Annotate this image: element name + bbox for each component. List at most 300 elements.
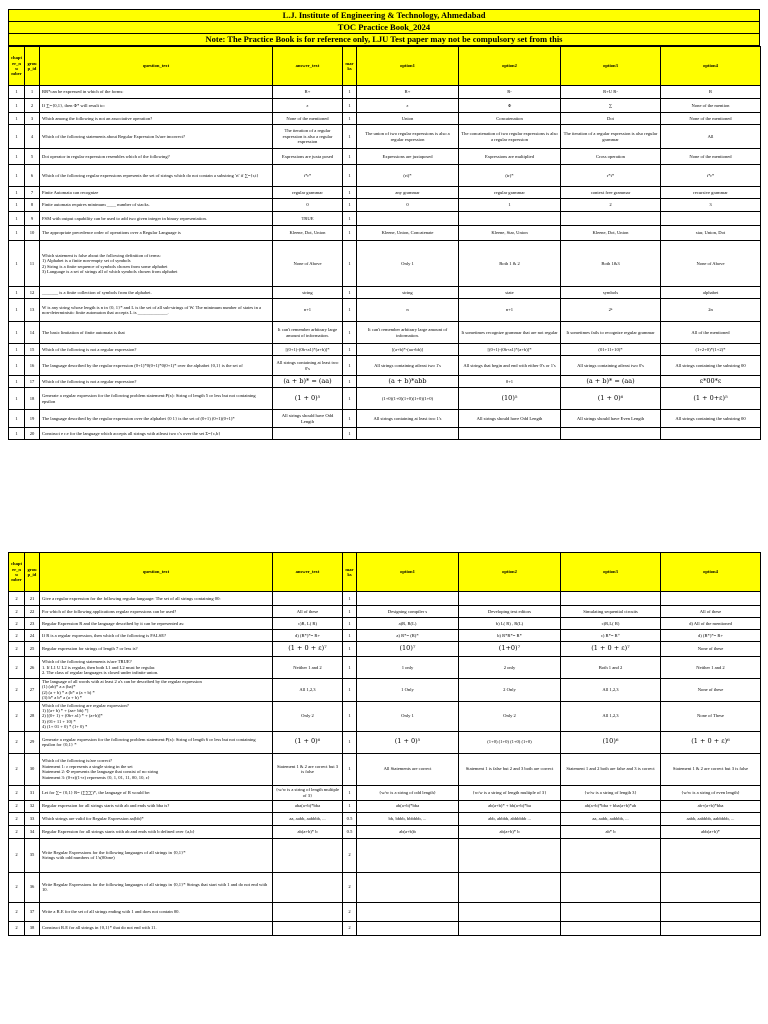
option3-cell: ab* b [561, 825, 661, 838]
question-cell: Write a R.E for the set of all strings ending with 1 and does not contain 00. [40, 902, 273, 921]
option4-cell: d) (R*)*= R+ [661, 630, 761, 642]
option3-cell [561, 592, 661, 606]
table-row [9, 149, 761, 165]
option3-cell: All 1,2,3 [561, 679, 661, 702]
column-header: option4 [661, 47, 761, 86]
option4-cell: {w/w is a string of even length} [661, 785, 761, 800]
marks-cell: 1 [343, 679, 357, 702]
answer-cell: TRUE [273, 212, 343, 226]
option1-cell: bb, bbbb, bbbbbb, ... [357, 812, 459, 825]
marks-cell: 1 [343, 226, 357, 241]
column-header: chapt er_nu mber [9, 47, 25, 86]
group-id-cell: 28 [25, 701, 40, 731]
answer-cell: All 1,2,3 [273, 679, 343, 702]
table-row [9, 630, 761, 642]
group-id-cell: 5 [25, 149, 40, 165]
table-row [9, 812, 761, 825]
answer-cell: t*r* [273, 165, 343, 187]
option1-cell: Only 1 [357, 701, 459, 731]
option1-cell: Kleene, Union, Concatenate [357, 226, 459, 241]
option2-cell: (1+0) (1+0) (1+0) (1+0) [459, 731, 561, 753]
question-cell: Finite Automata can recognize [40, 187, 273, 199]
group-id-cell: 21 [25, 592, 40, 606]
option3-cell: ∑ [561, 99, 661, 113]
option2-cell [459, 592, 561, 606]
table-row [9, 606, 761, 618]
chapter-cell: 1 [9, 113, 25, 125]
option1-cell [357, 838, 459, 872]
column-header: question_text [40, 553, 273, 592]
option3-cell: Both 1&3 [561, 241, 661, 287]
chapter-cell: 2 [9, 642, 25, 657]
group-id-cell: 38 [25, 921, 40, 935]
option2-cell [459, 428, 561, 440]
chapter-cell: 2 [9, 731, 25, 753]
marks-cell: 1 [343, 322, 357, 344]
option1-cell: a)R, R(L) [357, 618, 459, 630]
option2-cell [459, 212, 561, 226]
option1-cell: ab(a+b)*bba [357, 800, 459, 812]
option1-cell: n [357, 299, 459, 322]
option2-cell: abb, abbbb, abbbbbb ... [459, 812, 561, 825]
table-row [9, 99, 761, 113]
answer-cell: It can't remember arbitrary large amount of information. [273, 322, 343, 344]
option3-cell: c) R*= R⁺ [561, 630, 661, 642]
option2-cell: Kleene, Star, Union [459, 226, 561, 241]
table-row [9, 287, 761, 299]
option2-cell: The concatenation of two regular expressions is also a regular expression [459, 125, 561, 149]
option1-cell: any grammar [357, 187, 459, 199]
option2-cell: 0+1 [459, 376, 561, 388]
option1-cell: R+ [357, 86, 459, 99]
chapter-cell: 1 [9, 149, 25, 165]
option2-cell: All strings that begin and end with either 0's or 1's [459, 356, 561, 376]
option4-cell: 3 [661, 199, 761, 212]
option4-cell [661, 428, 761, 440]
option1-cell [357, 921, 459, 935]
chapter-cell: 2 [9, 921, 25, 935]
marks-cell: 1 [343, 428, 357, 440]
chapter-cell: 2 [9, 701, 25, 731]
column-header: answer_text [273, 47, 343, 86]
option4-cell: All strings containing the substring 00 [661, 410, 761, 428]
question-cell: The appropriate precedence order of operations over a Regular Language is [40, 226, 273, 241]
chapter-cell: 2 [9, 825, 25, 838]
table-header-row [9, 553, 761, 592]
question-cell: RR*can be expressed in which of the forms: [40, 86, 273, 99]
group-id-cell: 24 [25, 630, 40, 642]
group-id-cell: 25 [25, 642, 40, 657]
option1-cell: All strings containing atleast two 1's [357, 356, 459, 376]
chapter-cell: 2 [9, 618, 25, 630]
answer-cell: regular grammar [273, 187, 343, 199]
question-cell: Which of the following is/are correct? Statement 1: ε represents a single string in the set Statement 2: Φ represents the language that consist of no string Statement 3: (0+ε)(1+ε) represents {0, 1, 01, 11, 00, 10, ε} [40, 753, 273, 785]
answer-cell: n+1 [273, 299, 343, 322]
table-row [9, 657, 761, 679]
question-cell: W is any string whose length is n in {0, 1}* and L is the set of all sub-strings of W. The minimum number of states in a non-deterministic finite automaton that accepts L is _____________. [40, 299, 273, 322]
group-id-cell: 12 [25, 287, 40, 299]
option1-cell: a) R*= (R)* [357, 630, 459, 642]
answer-cell: The iteration of a regular expression is also a regular expression [273, 125, 343, 149]
option4-cell: recursive grammar [661, 187, 761, 199]
option2-cell [459, 872, 561, 902]
group-id-cell: 35 [25, 838, 40, 872]
option2-cell: Only 2 [459, 701, 561, 731]
institute-title: L.J. Institute of Engineering & Technology, Ahmedabad [8, 9, 760, 21]
chapter-cell: 1 [9, 212, 25, 226]
question-cell: Let for ∑= {0,1} R= (∑∑∑)*, the language of R would be: [40, 785, 273, 800]
option3-cell: All strings should have Even Length [561, 410, 661, 428]
option4-cell: Neither 1 and 2 [661, 657, 761, 679]
group-id-cell: 2 [25, 99, 40, 113]
option2-cell: 2 only [459, 657, 561, 679]
chapter-cell: 2 [9, 679, 25, 702]
practice-book-page-1 [8, 9, 760, 440]
table-row [9, 731, 761, 753]
group-id-cell: 22 [25, 606, 40, 618]
option3-cell: (01+11+10)* [561, 344, 661, 356]
question-cell: The language described by the regular expression over the alphabet {0 1} is the set of (0+1) (0+1)(0+1)* [40, 410, 273, 428]
marks-cell: 1 [343, 657, 357, 679]
answer-cell: All strings should have Odd Length [273, 410, 343, 428]
option4-cell [661, 212, 761, 226]
table-header-row [9, 47, 761, 86]
option1-cell: (a + b)*abb [357, 376, 459, 388]
question-cell: Which of the following statements is/are TRUE? 1. If L1 U L2 is regular, then both L1 and L2 must be regular. 2. The class of regular languages is closed under infinite union. [40, 657, 273, 679]
option2-cell: R- [459, 86, 561, 99]
option2-cell: ab(a+b)* b [459, 825, 561, 838]
group-id-cell: 11 [25, 241, 40, 287]
option1-cell: Designing compiler s [357, 606, 459, 618]
option3-cell: aa, aabb, aabbbb, ... [561, 812, 661, 825]
chapter-cell: 2 [9, 753, 25, 785]
answer-cell: (1 + 0)⁶ [273, 731, 343, 753]
chapter-cell: 1 [9, 86, 25, 99]
group-id-cell: 15 [25, 344, 40, 356]
option3-cell: Kleene, Dot, Union [561, 226, 661, 241]
option2-cell: regular grammar [459, 187, 561, 199]
chapter-cell: 2 [9, 872, 25, 902]
marks-cell: 1 [343, 86, 357, 99]
option2-cell: Statement 1 is false but 2 and 3 both are correct [459, 753, 561, 785]
option3-cell: (a + b)* = (aa) [561, 376, 661, 388]
option4-cell: All of these [661, 606, 761, 618]
option2-cell: {w/w is a string of length multiple of 3} [459, 785, 561, 800]
option2-cell [459, 838, 561, 872]
chapter-cell: 2 [9, 812, 25, 825]
question-cell: Construct e r.e for the language which accepts all strings with atleast two c's over the set Σ={c,b} [40, 428, 273, 440]
column-header: chapt er_nu mber [9, 553, 25, 592]
question-cell: Write Regular Expressions for the following languages of all strings in {0,1}* Strings with odd numbers of 1's(00one) [40, 838, 273, 872]
answer-cell: (a + b)* = (aa) [273, 376, 343, 388]
option3-cell: It sometimes fails to recognize regular grammar [561, 322, 661, 344]
group-id-cell: 31 [25, 785, 40, 800]
table-row [9, 241, 761, 287]
option4-cell: ε*00*ε [661, 376, 761, 388]
option2-cell: b) R*R*= R* [459, 630, 561, 642]
table-row [9, 642, 761, 657]
question-cell: Which of the following is not a regular expression? [40, 376, 273, 388]
option2-cell: n+1 [459, 299, 561, 322]
option1-cell: (rt)* [357, 165, 459, 187]
marks-cell: 2 [343, 838, 357, 872]
marks-cell: 1 [343, 618, 357, 630]
option4-cell: abb(a+b)* [661, 825, 761, 838]
column-header: answer_text [273, 553, 343, 592]
column-header: mar ks [343, 553, 357, 592]
option3-cell: R+U R- [561, 86, 661, 99]
option4-cell: All of the mentioned [661, 322, 761, 344]
table-row [9, 187, 761, 199]
option2-cell: It sometimes recognize grammar that are not regular [459, 322, 561, 344]
question-cell: Regular expression for strings of length 7 or less is? [40, 642, 273, 657]
option4-cell: None of Above [661, 241, 761, 287]
column-header: option2 [459, 553, 561, 592]
marks-cell: 1 [343, 199, 357, 212]
table-row [9, 785, 761, 800]
option1-cell [357, 212, 459, 226]
answer-cell: (1 + 0)⁵ [273, 388, 343, 410]
marks-cell: 1 [343, 753, 357, 785]
option3-cell [561, 872, 661, 902]
table-row [9, 592, 761, 606]
answer-cell [273, 592, 343, 606]
answer-cell: ab(a+b)* b [273, 825, 343, 838]
option2-cell: Φ [459, 99, 561, 113]
question-cell: Which of the following regular expressions represents the set of strings which do not contain a substring 'rt' if ∑={r,t} [40, 165, 273, 187]
table-row [9, 356, 761, 376]
column-header: option4 [661, 553, 761, 592]
answer-cell: Only 2 [273, 701, 343, 731]
option1-cell: [(a+b)*-(aa+bb)] [357, 344, 459, 356]
group-id-cell: 10 [25, 226, 40, 241]
option1-cell: All Statements are correct [357, 753, 459, 785]
option3-cell: Dot [561, 113, 661, 125]
chapter-cell: 1 [9, 356, 25, 376]
column-header: option2 [459, 47, 561, 86]
chapter-cell: 1 [9, 287, 25, 299]
table-row [9, 921, 761, 935]
group-id-cell: 36 [25, 872, 40, 902]
table-row [9, 800, 761, 812]
question-cell: If R is a regular expression, then which of the following is FALSE? [40, 630, 273, 642]
option1-cell: string [357, 287, 459, 299]
option1-cell: 0 [357, 199, 459, 212]
option1-cell: Only 1 [357, 241, 459, 287]
option3-cell: (1 + 0 + ε)⁷ [561, 642, 661, 657]
question-cell: If ∑={0,1}, then Φ* will result to: [40, 99, 273, 113]
option3-cell: Both 1 and 2 [561, 657, 661, 679]
option1-cell: 1 Only [357, 679, 459, 702]
marks-cell: 1 [343, 99, 357, 113]
book-title: TOC Practice Book_2024 [8, 21, 760, 33]
option3-cell: (10)⁶ [561, 731, 661, 753]
marks-cell: 1 [343, 165, 357, 187]
chapter-cell: 2 [9, 592, 25, 606]
group-id-cell: 29 [25, 731, 40, 753]
chapter-cell: 1 [9, 344, 25, 356]
option1-cell: Expressions are juxtaposed [357, 149, 459, 165]
chapter-cell: 1 [9, 322, 25, 344]
question-cell: Which strings are valid for Regular Expression aa(bb)* [40, 812, 273, 825]
answer-cell [273, 428, 343, 440]
group-id-cell: 13 [25, 299, 40, 322]
option2-cell: ab(a+b)* + bb(a+b)*ba [459, 800, 561, 812]
option1-cell: (10)⁷ [357, 642, 459, 657]
option2-cell: Concatenation [459, 113, 561, 125]
marks-cell: 1 [343, 410, 357, 428]
group-id-cell: 14 [25, 322, 40, 344]
group-id-cell: 4 [25, 125, 40, 149]
answer-cell: Neither 1 and 2 [273, 657, 343, 679]
group-id-cell: 23 [25, 618, 40, 630]
option1-cell [357, 428, 459, 440]
chapter-cell: 1 [9, 199, 25, 212]
answer-cell [273, 838, 343, 872]
option4-cell [661, 872, 761, 902]
question-cell: Finite automata requires minimum ____ number of stacks. [40, 199, 273, 212]
table-row [9, 618, 761, 630]
answer-cell: string [273, 287, 343, 299]
answer-cell: (1 + 0 + ε)⁷ [273, 642, 343, 657]
option3-cell: Cross operation [561, 149, 661, 165]
chapter-cell: 2 [9, 800, 25, 812]
option4-cell: R [661, 86, 761, 99]
group-id-cell: 16 [25, 356, 40, 376]
group-id-cell: 32 [25, 800, 40, 812]
option3-cell: (1 + 0)⁶ [561, 388, 661, 410]
option4-cell [661, 838, 761, 872]
question-cell: Regular Expression for all strings starts with ab and ends with b defined over {a,b} [40, 825, 273, 838]
question-cell: The language of all words with at least 2 a's can be described by the regular expression (1) (ab)* a a (ba)* (2) (a + b) * a (b* a (a + b) * (3) b* a b* a (a + b) * [40, 679, 273, 702]
question-cell: Which among the following is not an associative operation? [40, 113, 273, 125]
group-id-cell: 8 [25, 199, 40, 212]
marks-cell: 0.5 [343, 825, 357, 838]
option3-cell: c)R,L( R) [561, 618, 661, 630]
question-cell: Which of the following statements about Regular Expression Is/are incorrect? [40, 125, 273, 149]
question-cell: Generate a regular expression for the following problem statement:P(x): String of length 6 or less but not containing epsilon for {0,1} * [40, 731, 273, 753]
option3-cell: Statement 1 and 2 both are false and 3 is correct [561, 753, 661, 785]
question-cell: The basic limitation of finite automata is that [40, 322, 273, 344]
table-row [9, 902, 761, 921]
option4-cell [661, 921, 761, 935]
option1-cell [357, 592, 459, 606]
option3-cell [561, 902, 661, 921]
table-row [9, 753, 761, 785]
marks-cell: 1 [343, 344, 357, 356]
option4-cell: star, Union, Dot [661, 226, 761, 241]
marks-cell: 1 [343, 241, 357, 287]
answer-cell: [(0+1)-(0b+a1)*(a+b)]* [273, 344, 343, 356]
chapter-cell: 2 [9, 606, 25, 618]
marks-cell: 1 [343, 785, 357, 800]
table-row [9, 376, 761, 388]
marks-cell: 2 [343, 902, 357, 921]
chapter-cell: 1 [9, 99, 25, 113]
marks-cell: 1 [343, 701, 357, 731]
group-id-cell: 34 [25, 825, 40, 838]
chapter-cell: 1 [9, 125, 25, 149]
question-cell: Dot operator in regular expression resembles which of the following? [40, 149, 273, 165]
question-cell: Write Regular Expressions for the following languages of all strings in {0,1}* Strings that start with 1 and do not end with 10. [40, 872, 273, 902]
option2-cell [459, 902, 561, 921]
group-id-cell: 27 [25, 679, 40, 702]
answer-cell: d) (R*)*= R+ [273, 630, 343, 642]
option1-cell [357, 902, 459, 921]
option1-cell: It can't remember arbitrary large amount of information. [357, 322, 459, 344]
option2-cell: (tr)* [459, 165, 561, 187]
table-row [9, 679, 761, 702]
chapter-cell: 1 [9, 299, 25, 322]
option2-cell: (10)⁵ [459, 388, 561, 410]
table-row [9, 199, 761, 212]
option3-cell: The iteration of a regular expression is also regular grammar [561, 125, 661, 149]
chapter-cell: 2 [9, 902, 25, 921]
column-header: grou p_id [25, 47, 40, 86]
question-cell: For which of the following applications regular expressions can be used? [40, 606, 273, 618]
option4-cell: ab+(a+b)*bba [661, 800, 761, 812]
column-header: option1 [357, 553, 459, 592]
option3-cell: {w/w is a string of length 3} [561, 785, 661, 800]
option3-cell: All strings containing atleast two 0's [561, 356, 661, 376]
column-header: question_text [40, 47, 273, 86]
table-row [9, 388, 761, 410]
answer-cell [273, 921, 343, 935]
option3-cell: 2ⁿ [561, 299, 661, 322]
option1-cell: (1 + 0)⁵ [357, 731, 459, 753]
option2-cell: Both 1 & 2 [459, 241, 561, 287]
answer-cell: ε [273, 99, 343, 113]
option4-cell: All [661, 125, 761, 149]
practice-book-page-2 [8, 552, 760, 936]
question-cell: _______ is a finite collection of symbols from the alphabet. [40, 287, 273, 299]
option3-cell: r*t* [561, 165, 661, 187]
chapter-cell: 1 [9, 376, 25, 388]
option4-cell: aabb, aabbbb, aabbbbb, ... [661, 812, 761, 825]
group-id-cell: 33 [25, 812, 40, 825]
marks-cell: 1 [343, 376, 357, 388]
marks-cell: 1 [343, 356, 357, 376]
option2-cell: state [459, 287, 561, 299]
questions-table-page-2 [8, 552, 761, 936]
group-id-cell: 6 [25, 165, 40, 187]
question-cell: Give a regular expression for the following regular language: The set of all strings containing 00: [40, 592, 273, 606]
option3-cell [561, 212, 661, 226]
marks-cell: 1 [343, 800, 357, 812]
question-cell: Generate a regular expression for the following problem statement:P(x): String of length 5 or less but not containing epsilon [40, 388, 273, 410]
answer-cell: c)R, L( R) [273, 618, 343, 630]
answer-cell [273, 872, 343, 902]
answer-cell: None of Above [273, 241, 343, 287]
option2-cell: Developing text editors [459, 606, 561, 618]
option1-cell: 1 only [357, 657, 459, 679]
chapter-cell: 1 [9, 187, 25, 199]
option4-cell: None of These [661, 701, 761, 731]
group-id-cell: 9 [25, 212, 40, 226]
question-cell: Construct R.E for all strings in {0,1}* that do not end with 11. [40, 921, 273, 935]
group-id-cell: 26 [25, 657, 40, 679]
option3-cell: ab(a+b)*bba + bba(a+b)*ab [561, 800, 661, 812]
option4-cell: 2n [661, 299, 761, 322]
option3-cell: Simulating sequential circuits [561, 606, 661, 618]
option4-cell: None of these [661, 642, 761, 657]
option3-cell: All 1,2,3 [561, 701, 661, 731]
option3-cell: context free grammar [561, 187, 661, 199]
marks-cell: 1 [343, 187, 357, 199]
option4-cell: None of the mentioned [661, 113, 761, 125]
option1-cell: {w/w is a string of odd length} [357, 785, 459, 800]
option1-cell: ab(a+b)b [357, 825, 459, 838]
